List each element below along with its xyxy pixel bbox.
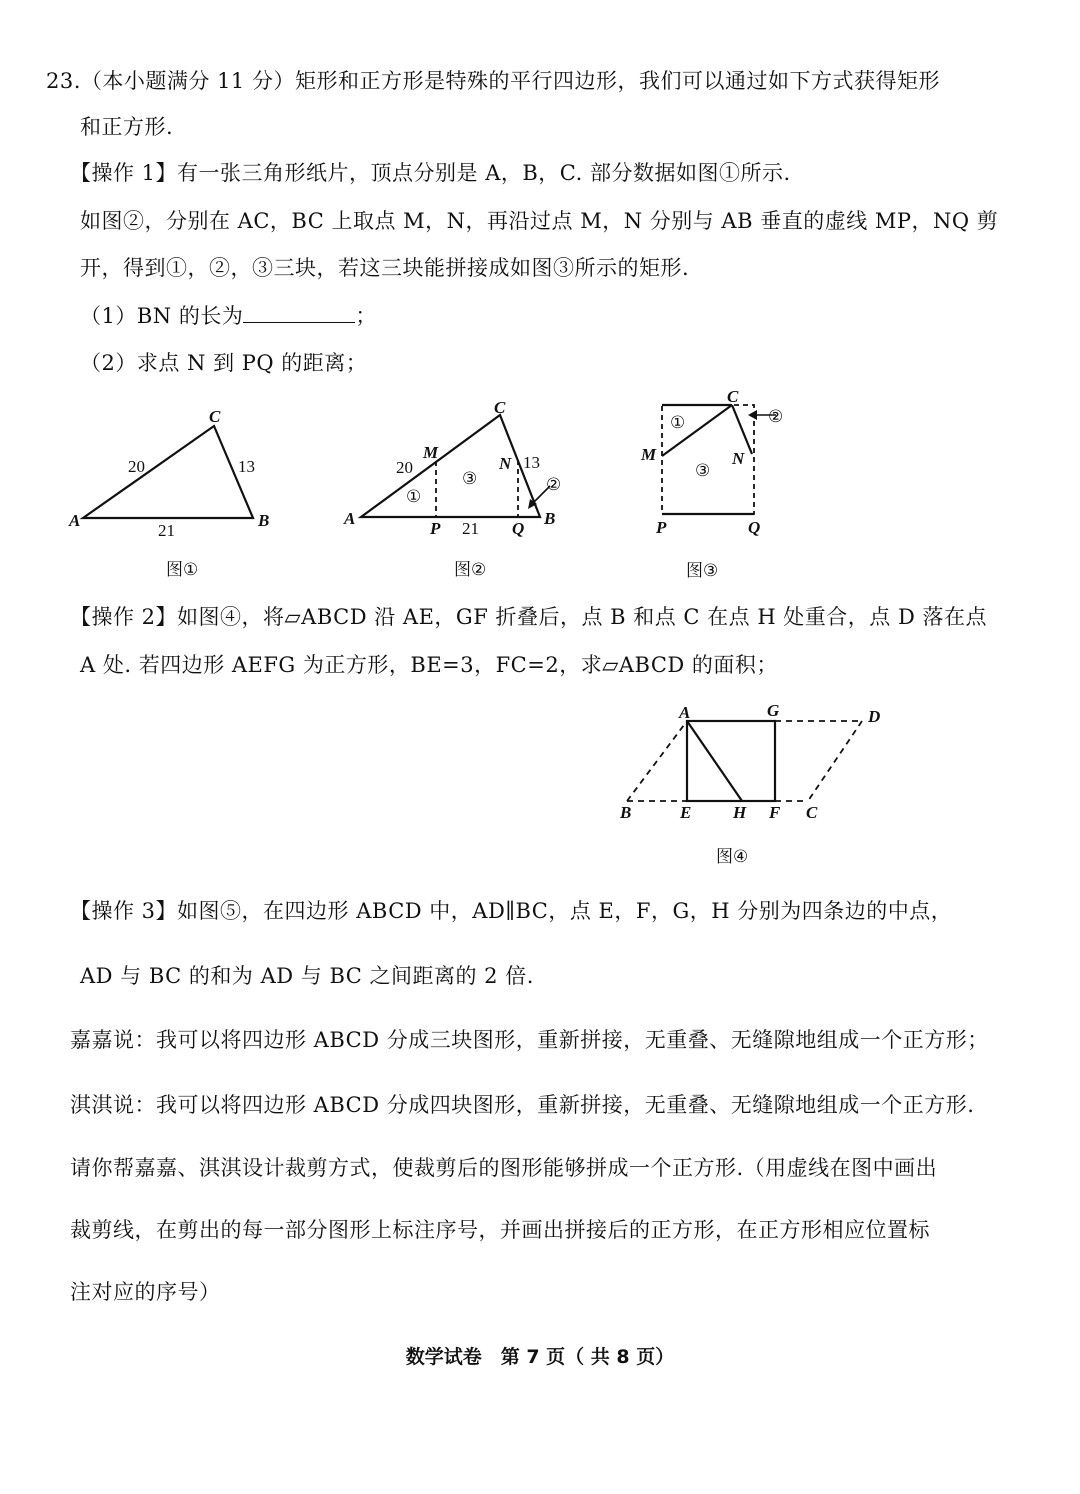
caption-fig2: 图② (454, 560, 487, 580)
label-b: B (544, 509, 556, 528)
op1-q2: （2）求点 N 到 PQ 的距离； (80, 351, 368, 375)
piece-2-label: ② (768, 407, 784, 426)
label-g: G (767, 701, 780, 720)
label-c: C (209, 407, 221, 426)
figure-2 (340, 398, 580, 583)
segment-ah (687, 721, 742, 801)
q1-suffix: ； (355, 304, 377, 328)
label-a: A (344, 509, 356, 528)
caption-fig4: 图④ (716, 847, 749, 867)
label-n: N (499, 454, 512, 473)
label-c: C (806, 803, 818, 822)
question-header-cont: 和正方形. (80, 115, 174, 139)
piece-3-label: ③ (462, 469, 478, 488)
q1-prefix: （1）BN 的长为 (80, 304, 244, 328)
figure-4 (612, 700, 892, 870)
op2-line2: A 处. 若四边形 AEFG 为正方形，BE=3，FC=2，求▱ABCD 的面积； (80, 653, 778, 677)
answer-blank[interactable] (243, 300, 355, 323)
side-dc (808, 721, 862, 801)
side-ab (627, 721, 687, 801)
op1-line2: 如图②，分别在 AC，BC 上取点 M，N，再沿过点 M，N 分别与 AB 垂直的虚线 MP，NQ 剪 (80, 209, 999, 233)
op1-line1: 【操作 1】有一张三角形纸片，顶点分别是 A，B，C. 部分数据如图①所示. (70, 161, 791, 185)
label-c: C (727, 387, 739, 406)
length-bc: 13 (238, 457, 255, 476)
op3-line2: AD 与 BC 的和为 AD 与 BC 之间距离的 2 倍. (80, 964, 534, 988)
caption-fig1: 图① (166, 560, 199, 580)
label-q: Q (748, 518, 761, 537)
figure-1 (66, 405, 286, 585)
op3-instruction-3: 注对应的序号） (70, 1280, 221, 1304)
op3-qiqi: 淇淇说：我可以将四边形 ABCD 分成四块图形，重新拼接，无重叠、无缝隙地组成一个正方形. (70, 1093, 975, 1117)
caption-fig3: 图③ (686, 561, 719, 581)
op2-line1: 【操作 2】如图④，将▱ABCD 沿 AE，GF 折叠后，点 B 和点 C 在点 H 处重合，点 D 落在点 (70, 605, 987, 629)
label-c: C (494, 398, 506, 417)
length-ab: 21 (462, 519, 479, 538)
op1-q1 (80, 300, 377, 331)
op3-line1: 【操作 3】如图⑤，在四边形 ABCD 中，AD∥BC，点 E，F，G，H 分别为四条边的中点， (70, 899, 953, 923)
op3-jiajia: 嘉嘉说：我可以将四边形 ABCD 分成三块图形，重新拼接，无重叠、无缝隙地组成一个正方形； (70, 1028, 989, 1052)
label-h: H (733, 803, 747, 822)
length-ac: 20 (396, 458, 413, 477)
triangle-abc (361, 415, 540, 517)
figure-3 (640, 387, 810, 581)
label-m: M (423, 443, 439, 462)
length-ac: 20 (128, 457, 145, 476)
piece-1-label: ① (406, 487, 422, 506)
op3-instruction-1: 请你帮嘉嘉、淇淇设计裁剪方式，使裁剪后的图形能够拼成一个正方形.（用虚线在图中画出 (70, 1156, 938, 1180)
label-b: B (258, 511, 270, 530)
label-n: N (732, 449, 745, 468)
length-bc: 13 (523, 453, 540, 472)
segment-cn (732, 405, 752, 454)
label-q: Q (512, 519, 525, 538)
label-e: E (680, 803, 692, 822)
square-aefg (687, 721, 775, 801)
triangle-abc (83, 426, 253, 518)
label-d: D (868, 707, 881, 726)
label-p: P (656, 518, 667, 537)
label-m: M (641, 445, 657, 464)
op1-line3: 开，得到①，②，③三块，若这三块能拼接成如图③所示的矩形. (80, 256, 690, 280)
length-ab: 21 (158, 521, 175, 540)
op3-instruction-2: 裁剪线，在剪出的每一部分图形上标注序号，并画出拼接后的正方形，在正方形相应位置标 (70, 1218, 930, 1242)
label-b: B (620, 803, 632, 822)
question-header: 23.（本小题满分 11 分）矩形和正方形是特殊的平行四边形，我们可以通过如下方式获得矩形 (46, 69, 940, 93)
label-a: A (69, 511, 81, 530)
piece-1-label: ① (670, 413, 686, 432)
page-footer: 数学试卷 第 7 页（ 共 8 页） (405, 1346, 675, 1368)
arrow-head (748, 410, 757, 420)
label-f: F (769, 803, 781, 822)
piece-2-label: ② (546, 475, 562, 494)
piece-3-label: ③ (695, 461, 711, 480)
label-a: A (679, 703, 691, 722)
label-p: P (430, 519, 441, 538)
